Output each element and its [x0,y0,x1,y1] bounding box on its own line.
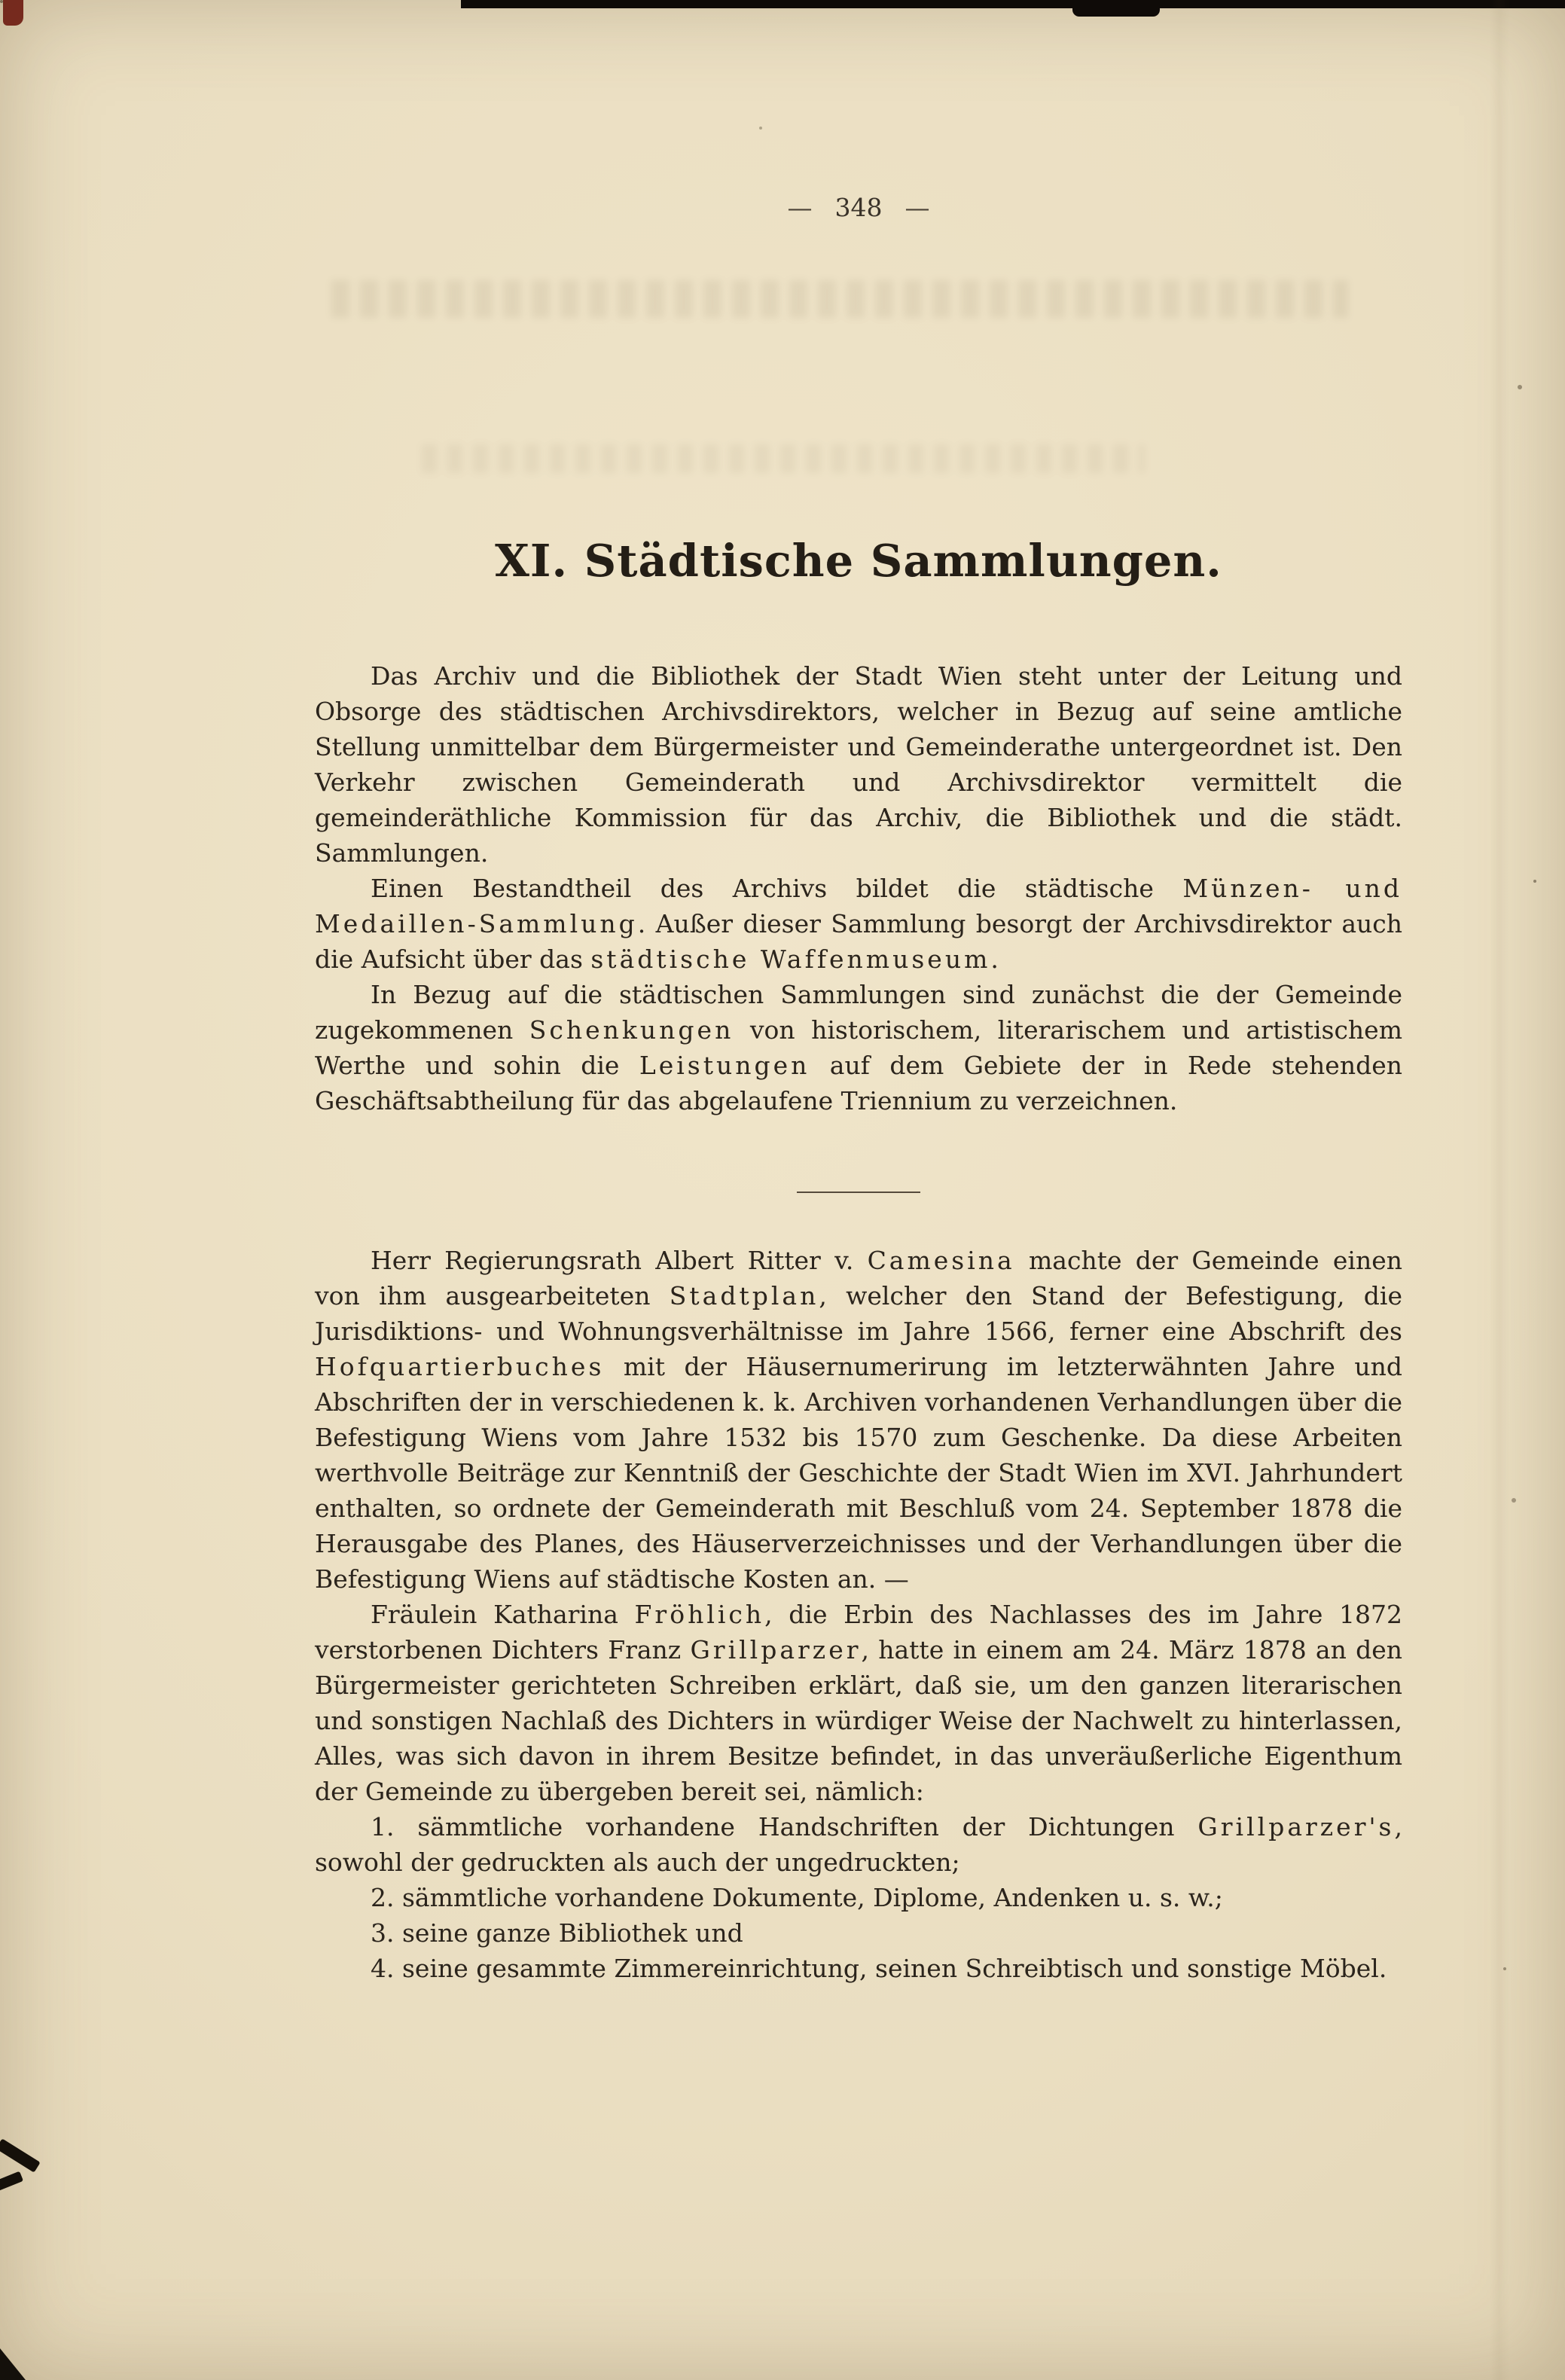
text-run: , die Erbin des Nachlasses des im Jahre 1872 verstorbenen Dichters Franz [315,1600,1402,1664]
paragraph [315,1597,1402,1809]
letterspaced-emphasis: Fröhlich [634,1600,765,1629]
paragraph [315,658,1402,871]
letterspaced-emphasis: Stadtplan [669,1281,819,1311]
scan-artifact-speckles [0,0,3,3]
scan-artifact-top-left-mark [3,0,23,26]
show-through-ghost-text-2 [422,444,1145,473]
show-through-ghost-text [331,280,1348,318]
page-number-dash-left: — [787,193,813,222]
letterspaced-emphasis: Grillparzer's [1197,1812,1395,1841]
list-item [315,1951,1402,1986]
text-run: . [990,944,999,974]
list-item [315,1809,1402,1880]
page-number-dash-right: — [905,193,930,222]
text-run: , hatte in einem am 24. März 1878 an den Bürgermeister gerichteten Schreiben erklärt, daß sie, um den ganzen literarischen und sonstigen Nachlaß des Dichters in würdiger Weise der Nachwelt zu hinterlassen, Alles, was sich davon in ihrem Besitze befindet, in das unveräußerliche Eigenthum der Gemeinde zu übergeben bereit sei, nämlich: [315,1635,1402,1806]
paragraph [315,871,1402,977]
paragraph [315,977,1402,1118]
text-run: Herr Regierungsrath Albert Ritter v. [371,1246,868,1275]
text-run: In Bezug auf die städtischen Sammlungen sind zunächst die der Gemeinde zugekommenen [315,980,1402,1045]
page-number [315,193,1402,222]
chapter-title: XI. Städtische Sammlungen. [495,535,1222,587]
intro-section [315,658,1402,1118]
text-run: 2. sämmtliche vorhandene Dokumente, Diplome, Andenken u. s. w.; [371,1883,1223,1912]
text-run: auf dem Gebiete der in Rede stehenden Geschäftsabtheilung für das abgelaufene Triennium zu verzeichnen. [315,1051,1402,1115]
text-run: 1. sämmtliche vorhandene Handschriften der Dichtungen [371,1812,1198,1841]
text-run: machte der Gemeinde einen von ihm ausgearbeiteten [315,1246,1402,1311]
letterspaced-emphasis: städtische Waffenmuseum [590,944,991,974]
letterspaced-emphasis: Schenkungen [529,1015,734,1045]
letterspaced-emphasis: Camesina [867,1246,1015,1275]
section-divider [797,1192,920,1193]
page-number-value: 348 [834,193,883,222]
text-run: Einen Bestandtheil des Archivs bildet die städtische [371,874,1183,903]
text-run: 4. seine gesammte Zimmereinrichtung, seinen Schreibtisch und sonstige Möbel. [371,1954,1387,1983]
text-run: . Außer dieser Sammlung besorgt der Archivsdirektor auch die Aufsicht über das [315,909,1402,974]
list-item [315,1880,1402,1915]
text-run: von historischem, literarischem und artistischem Werthe und sohin die [315,1015,1403,1080]
text-run: 3. seine ganze Bibliothek und [371,1918,743,1948]
scan-artifact-pen-mark [0,2144,48,2216]
text-run: , sowohl der gedruckten als auch der ungedruckten; [315,1812,1402,1877]
scan-artifact-top-edge [461,0,1565,8]
body-section [315,1243,1402,1986]
text-run: , welcher den Stand der Befestigung, die Jurisdiktions- und Wohnungsverhältnisse im Jahre 1566, ferner eine Abschrift des [315,1281,1403,1346]
letterspaced-emphasis: Grillparzer [690,1635,862,1664]
paragraph [315,1243,1402,1597]
letterspaced-emphasis: Münzen- und Medaillen-Sammlung [315,874,1402,938]
scan-artifact-right-crease [1490,0,1509,2380]
list-item [315,1915,1402,1951]
text-run: Fräulein Katharina [371,1600,635,1629]
text-run: mit der Häusernumerirung im letzterwähnten Jahre und Abschriften der in verschiedenen k. k. Archiven vorhandenen Verhandlungen über die Befestigung Wiens vom Jahre 1532 bis 1570 zum Geschenke. Da diese Arbeiten werthvolle Beiträge zur Kenntniß der Geschichte der Stadt Wien im XVI. Jahrhundert enthalten, so ordnete der Gemeinderath mit Beschluß vom 24. September 1878 die Herausgabe des Planes, des Häuserverzeichnisses und der Verhandlungen über die Befestigung Wiens auf städtische Kosten an. — [315,1352,1402,1594]
letterspaced-emphasis: Hofquartierbuches [315,1352,605,1381]
letterspaced-emphasis: Leistungen [639,1051,810,1080]
scan-artifact-bottom-left-corner [0,2348,26,2380]
text-run: Das Archiv und die Bibliothek der Stadt Wien steht unter der Leitung und Obsorge des städtischen Archivsdirektors, welcher in Bezug auf seine amtliche Stellung unmittelbar dem Bürgermeister und Gemeinderathe untergeordnet ist. Den Verkehr zwischen Gemeinderath und Archivsdirektor vermittelt die gemeinderäthliche Kommission für das Archiv, die Bibliothek und die städt. Sammlungen. [315,661,1402,868]
